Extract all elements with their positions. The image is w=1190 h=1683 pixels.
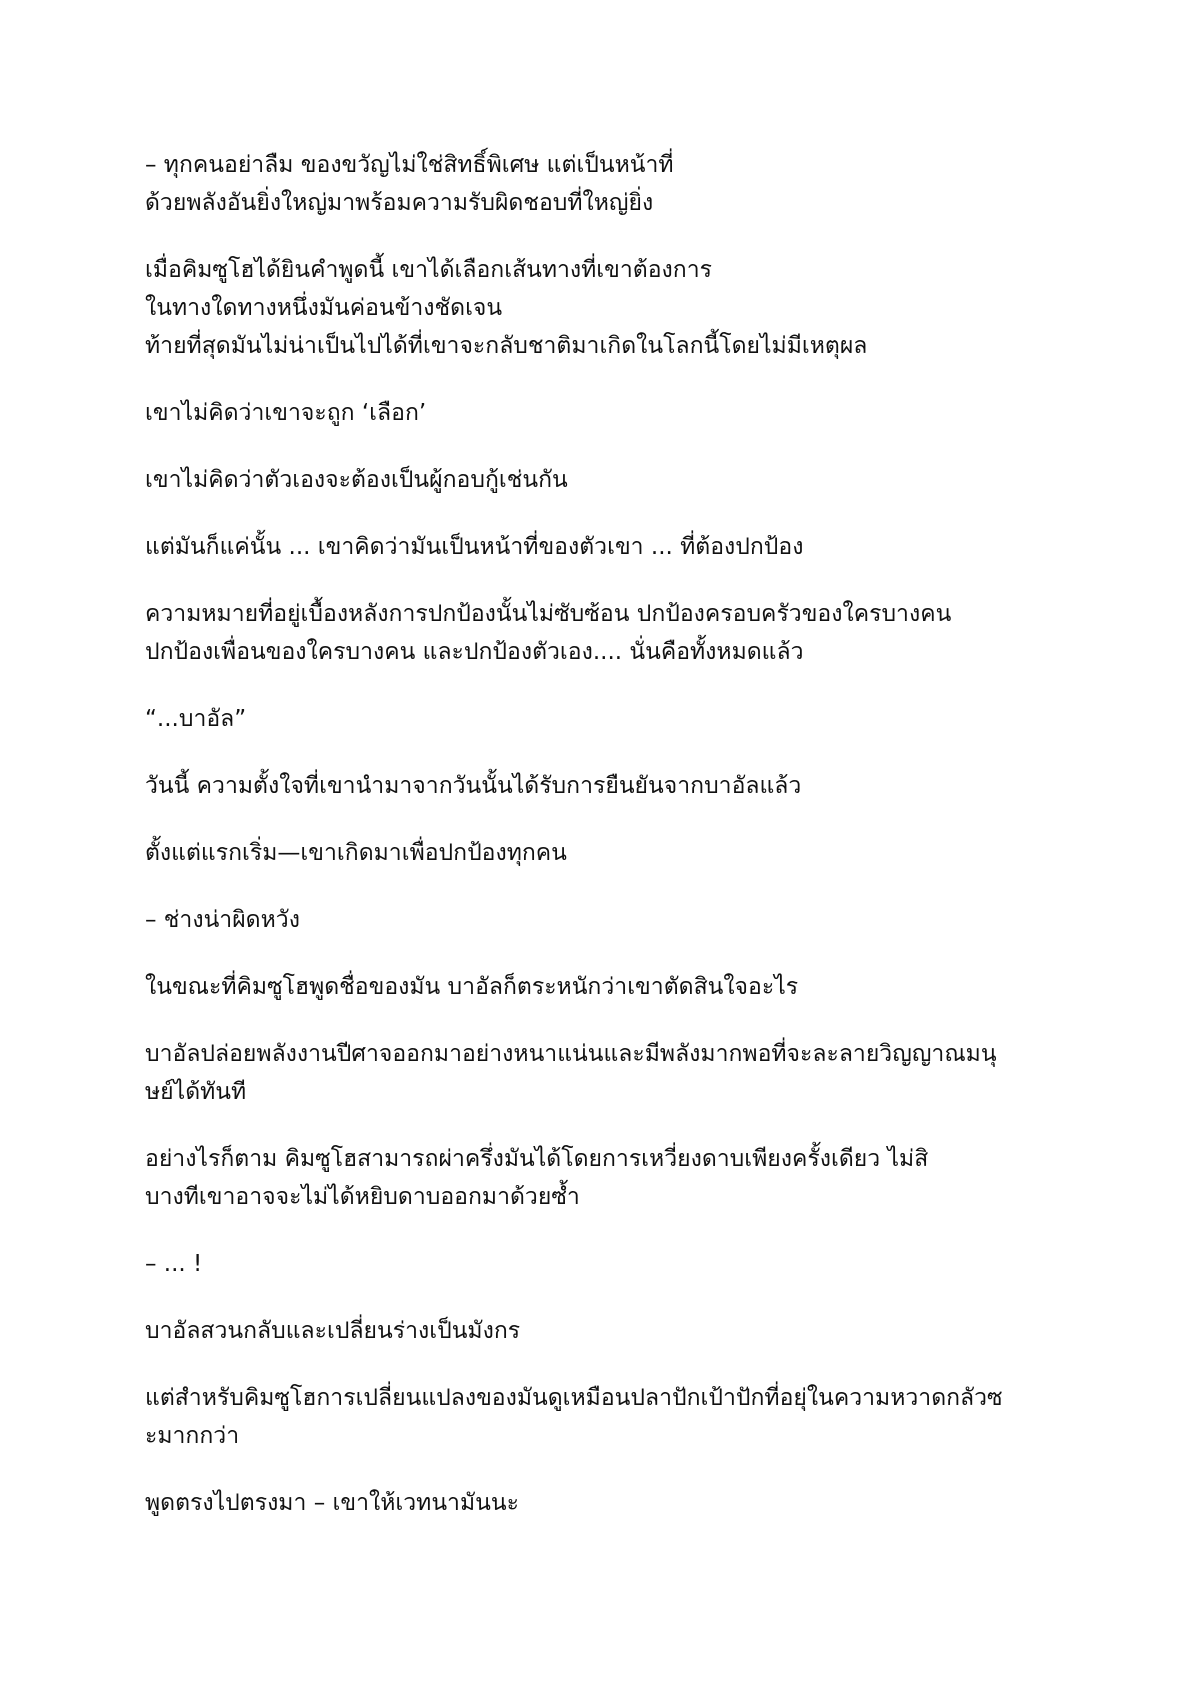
text-line: ความหมายที่อยู่เบื้องหลังการปกป้องนั้นไม่ซับซ้อน ปกป้องครอบครัวของใครบางคน	[145, 601, 952, 627]
paragraph	[145, 834, 1065, 872]
paragraph	[145, 1379, 1065, 1455]
text-line: บางทีเขาอาจจะไม่ได้หยิบดาบออกมาด้วยซ้ำ	[145, 1184, 580, 1210]
text-line: แต่สำหรับคิมซูโฮการเปลี่ยนแปลงของมันดูเหมือนปลาปักเป้าปักที่อยุ่ในความหวาดกลัวซ	[145, 1385, 1003, 1411]
paragraph	[145, 595, 1065, 671]
paragraph	[145, 700, 1065, 738]
text-line: ปกป้องเพื่อนของใครบางคน และปกป้องตัวเอง.... นั่นคือทั้งหมดแล้ว	[145, 639, 804, 665]
text-line: ในขณะที่คิมซูโฮพูดชื่อของมัน บาอัลก็ตระหนักว่าเขาตัดสินใจอะไร	[145, 974, 799, 1000]
paragraph	[145, 1245, 1065, 1283]
paragraph	[145, 146, 1065, 222]
text-line: วันนี้ ความตั้งใจที่เขานำมาจากวันนั้นได้รับการยืนยันจากบาอัลแล้ว	[145, 773, 802, 799]
text-line: อย่างไรก็ตาม คิมซูโฮสามารถผ่าครึ่งมันได้โดยการเหวี่ยงดาบเพียงครั้งเดียว ไม่สิ	[145, 1146, 929, 1172]
text-line: – ทุกคนอย่าลืม ของขวัญไม่ใช่สิทธิ์พิเศษ แต่เป็นหน้าที่	[145, 152, 674, 178]
paragraph	[145, 968, 1065, 1006]
text-line: – ช่างน่าผิดหวัง	[145, 907, 300, 933]
text-line: บาอัลปล่อยพลังงานปีศาจออกมาอย่างหนาแน่นและมีพลังมากพอที่จะละลายวิญญาณมนุ	[145, 1041, 997, 1067]
text-line: – ... !	[145, 1251, 203, 1277]
paragraph	[145, 1484, 1065, 1522]
text-line: แต่มันก็แค่นั้น ... เขาคิดว่ามันเป็นหน้าที่ของตัวเขา ... ที่ต้องปกป้อง	[145, 534, 804, 560]
text-line: ในทางใดทางหนึ่งมันค่อนข้างชัดเจน	[145, 295, 503, 321]
text-line: ท้ายที่สุดมันไม่น่าเป็นไปได้ที่เขาจะกลับชาติมาเกิดในโลกนี้โดยไม่มีเหตุผล	[145, 333, 868, 359]
paragraph	[145, 251, 1065, 365]
text-line: ษย์ได้ทันที	[145, 1079, 247, 1105]
text-line: บาอัลสวนกลับและเปลี่ยนร่างเป็นมังกร	[145, 1318, 521, 1344]
paragraph	[145, 394, 1065, 432]
paragraph	[145, 767, 1065, 805]
text-line: ะมากกว่า	[145, 1423, 240, 1449]
text-line: “...บาอัล”	[145, 706, 247, 732]
text-line: เมื่อคิมซูโฮได้ยินคำพูดนี้ เขาได้เลือกเส้นทางที่เขาต้องการ	[145, 257, 712, 283]
paragraph	[145, 1140, 1065, 1216]
document-body	[145, 146, 1065, 1551]
text-line: ด้วยพลังอันยิ่งใหญ่มาพร้อมความรับผิดชอบที่ใหญ่ยิ่ง	[145, 190, 654, 216]
paragraph	[145, 901, 1065, 939]
text-line: ตั้งแต่แรกเริ่ม—เขาเกิดมาเพื่อปกป้องทุกคน	[145, 840, 567, 866]
text-line: เขาไม่คิดว่าตัวเองจะต้องเป็นผู้กอบกู้เช่นกัน	[145, 467, 568, 493]
paragraph	[145, 528, 1065, 566]
paragraph	[145, 1035, 1065, 1111]
paragraph	[145, 1312, 1065, 1350]
paragraph	[145, 461, 1065, 499]
text-line: พูดตรงไปตรงมา – เขาให้เวทนามันนะ	[145, 1490, 519, 1516]
text-line: เขาไม่คิดว่าเขาจะถูก ‘เลือก’	[145, 400, 427, 426]
